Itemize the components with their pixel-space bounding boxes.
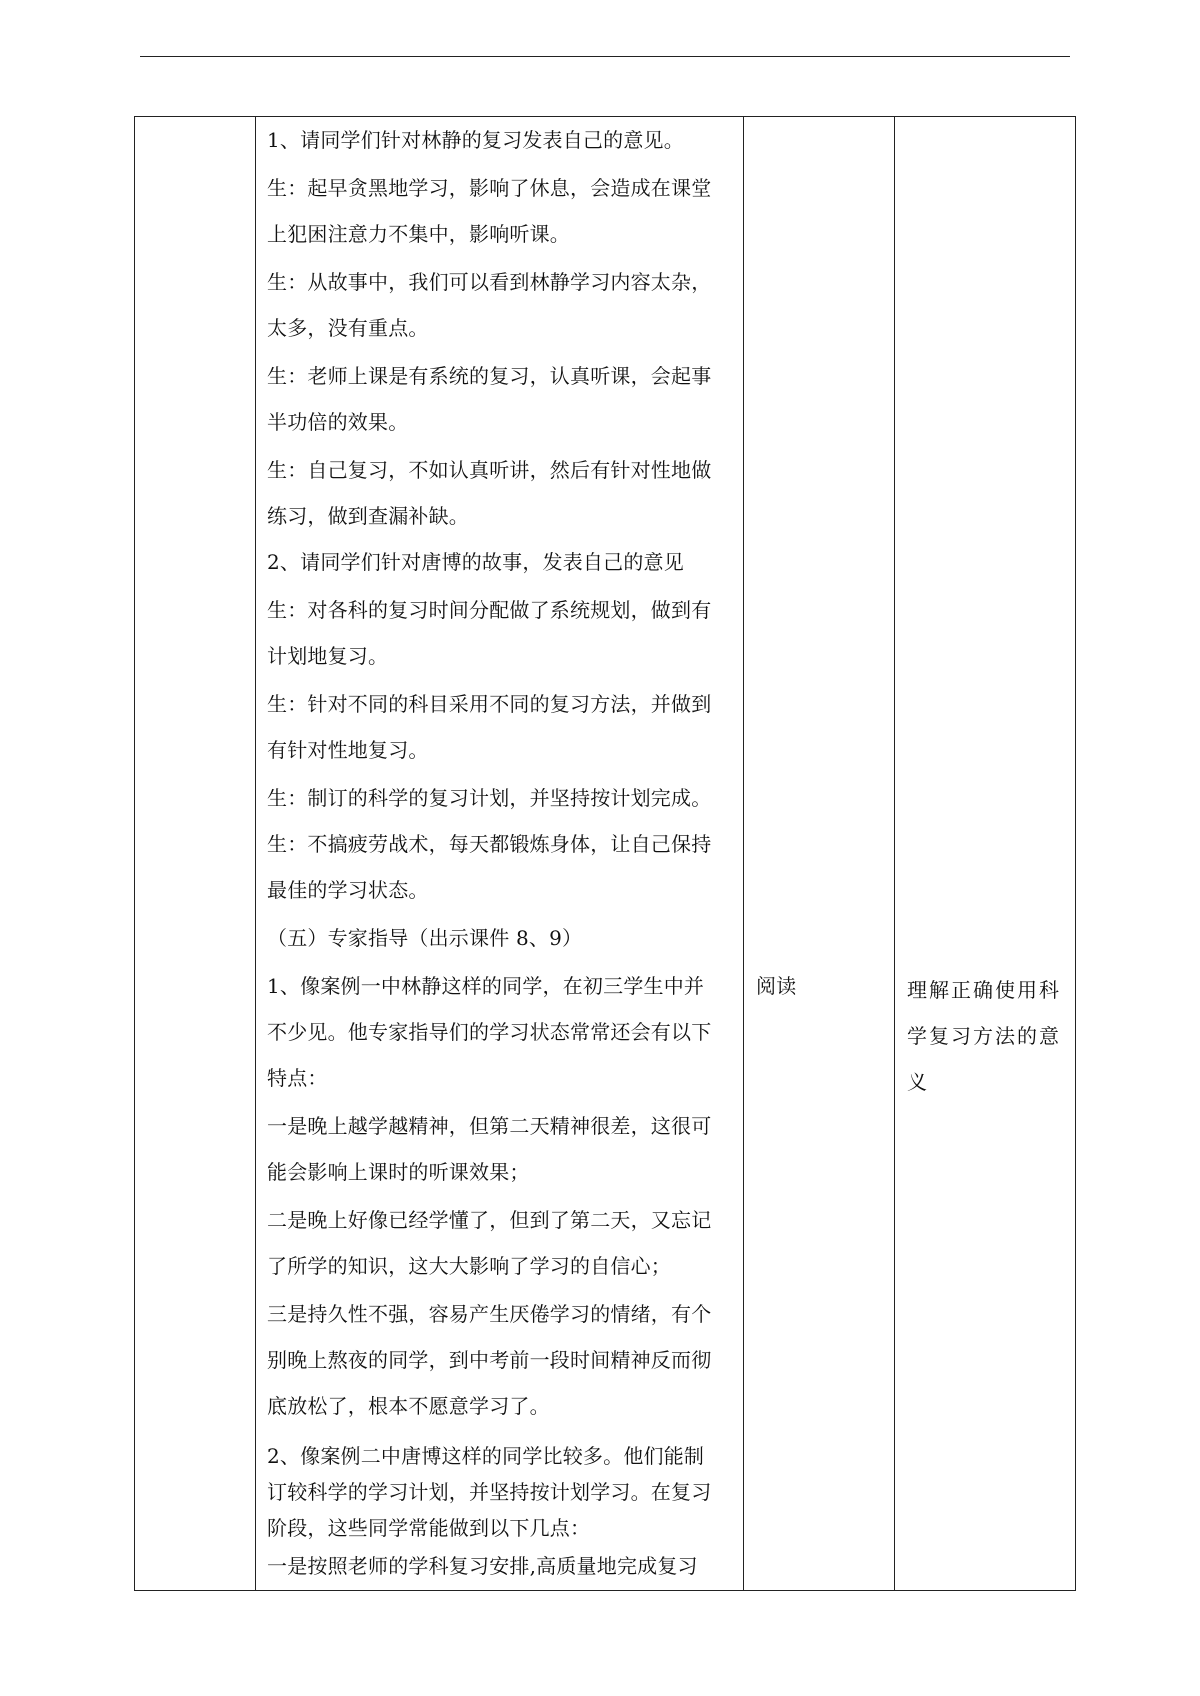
content-line: 生：不搞疲劳战术，每天都锻炼身体，让自己保持 xyxy=(267,832,712,856)
content-line: （五）专家指导（出示课件 8、9） xyxy=(267,926,583,950)
content-line: 上犯困注意力不集中，影响听课。 xyxy=(267,222,570,246)
content-line: 练习，做到查漏补缺。 xyxy=(267,504,469,528)
content-line: 生：从故事中，我们可以看到林静学习内容太杂， xyxy=(267,270,712,294)
activity-text: 阅读 xyxy=(756,974,797,998)
content-line: 1、像案例一中林静这样的同学，在初三学生中并 xyxy=(267,974,705,998)
content-line: 能会影响上课时的听课效果； xyxy=(267,1160,530,1184)
content-line: 生：对各科的复习时间分配做了系统规划，做到有 xyxy=(267,598,712,622)
content-line: 计划地复习。 xyxy=(267,644,389,668)
content-line: 生：自己复习，不如认真听讲，然后有针对性地做 xyxy=(267,458,712,482)
content-line: 2、像案例二中唐博这样的同学比较多。他们能制 xyxy=(267,1444,705,1468)
content-line: 2、请同学们针对唐博的故事，发表自己的意见 xyxy=(267,550,684,574)
content-line: 生：针对不同的科目采用不同的复习方法，并做到 xyxy=(267,692,712,716)
design-intent-cell xyxy=(895,117,1077,1590)
intent-line: 学复习方法的意 xyxy=(907,1024,1061,1048)
header-rule xyxy=(140,56,1070,57)
content-line: 阶段，这些同学常能做到以下几点： xyxy=(267,1516,591,1540)
content-line: 生：老师上课是有系统的复习，认真听课，会起事 xyxy=(267,364,712,388)
content-line: 了所学的知识，这大大影响了学习的自信心； xyxy=(267,1254,671,1278)
content-line: 别晚上熬夜的同学，到中考前一段时间精神反而彻 xyxy=(267,1348,712,1372)
content-line: 生：制订的科学的复习计划，并坚持按计划完成。 xyxy=(267,786,712,810)
content-line: 1、请同学们针对林静的复习发表自己的意见。 xyxy=(267,128,684,152)
content-line: 一是晚上越学越精神，但第二天精神很差，这很可 xyxy=(267,1114,712,1138)
content-line: 生：起早贪黑地学习，影响了休息，会造成在课堂 xyxy=(267,176,712,200)
content-line: 订较科学的学习计划，并坚持按计划学习。在复习 xyxy=(267,1480,712,1504)
student-activity-cell xyxy=(744,117,894,1590)
intent-line: 义 xyxy=(907,1070,929,1094)
content-line: 太多，没有重点。 xyxy=(267,316,429,340)
content-line: 特点： xyxy=(267,1066,328,1090)
intent-line: 理解正确使用科 xyxy=(907,978,1061,1002)
teaching-content-cell xyxy=(255,117,743,1590)
content-line: 一是按照老师的学科复习安排,高质量地完成复习 xyxy=(267,1554,698,1578)
content-line: 不少见。他专家指导们的学习状态常常还会有以下 xyxy=(267,1020,712,1044)
content-line: 二是晚上好像已经学懂了，但到了第二天，又忘记 xyxy=(267,1208,712,1232)
content-line: 有针对性地复习。 xyxy=(267,738,429,762)
content-line: 三是持久性不强，容易产生厌倦学习的情绪，有个 xyxy=(267,1302,712,1326)
content-line: 底放松了，根本不愿意学习了。 xyxy=(267,1394,550,1418)
content-line: 最佳的学习状态。 xyxy=(267,878,429,902)
content-line: 半功倍的效果。 xyxy=(267,410,409,434)
lesson-table xyxy=(134,116,1076,1591)
